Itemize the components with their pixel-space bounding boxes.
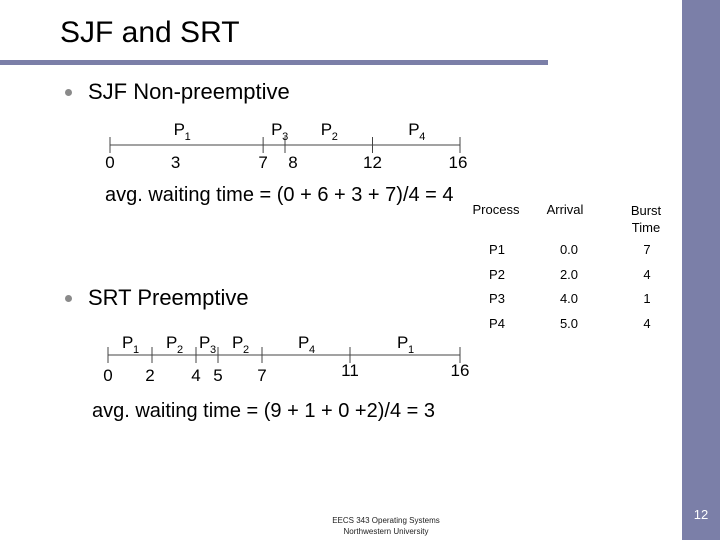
footer-university: Northwestern University [343, 527, 429, 536]
table-header-burst-time: Burst Time [630, 203, 662, 235]
sjf-tick-label: 8 [288, 153, 298, 172]
srt-segment-subscript: 1 [408, 344, 415, 356]
srt-segment-label: P [298, 333, 310, 352]
table-cell: P4 [489, 316, 505, 331]
srt-segment-label: P [232, 333, 244, 352]
sjf-tick-label: 16 [448, 153, 468, 172]
srt-tick-label: 5 [213, 366, 223, 385]
table-cell: 5.0 [559, 316, 579, 331]
table-cell: 0.0 [559, 242, 579, 257]
table-cell: 4.0 [559, 291, 579, 306]
sjf-segment-label: P [271, 120, 283, 139]
srt-tick-label: 11 [341, 361, 359, 380]
table-cell: P2 [489, 267, 505, 282]
srt-tick-label: 4 [191, 366, 201, 385]
srt-segment-label: P [122, 333, 134, 352]
table-cell: 4 [643, 267, 651, 282]
table-header-arrival: Arrival [546, 202, 584, 217]
table-cell: 7 [643, 242, 651, 257]
srt-tick-label: 0 [103, 366, 113, 385]
srt-segment-subscript: 2 [177, 344, 184, 356]
sjf-segment-subscript: 3 [282, 131, 289, 143]
sjf-bullet: SJF Non-preemptive [88, 79, 290, 104]
table-cell: 4 [643, 316, 651, 331]
srt-segment-subscript: 2 [243, 344, 250, 356]
sjf-tick-label: 12 [363, 153, 382, 172]
table-cell: P1 [489, 242, 505, 257]
page-number: 12 [693, 507, 709, 522]
srt-segment-subscript: 3 [210, 344, 217, 356]
slide-title: SJF and SRT [60, 16, 240, 49]
sjf-tick-label: 3 [170, 153, 181, 172]
table-cell: 2.0 [559, 267, 579, 282]
table-cell: 1 [643, 291, 651, 306]
sjf-segment-label: P [408, 120, 420, 139]
srt-tick-label: 7 [257, 366, 267, 385]
sjf-avg-waiting-time: avg. waiting time = (0 + 6 + 3 + 7)/4 = 4 [105, 184, 454, 206]
footer [300, 515, 472, 537]
srt-tick-label: 2 [145, 366, 155, 385]
sjf-tick-label: 0 [105, 153, 115, 172]
sjf-segment-label: P [320, 120, 333, 139]
sjf-tick-label: 7 [258, 153, 268, 172]
sjf-segment-subscript: 2 [331, 131, 338, 143]
table-cell: P3 [489, 291, 505, 306]
srt-segment-label: P [199, 333, 211, 352]
table-header-process: Process [472, 202, 520, 217]
sjf-segment-subscript: 1 [184, 131, 191, 143]
srt-segment-subscript: 1 [133, 344, 140, 356]
sjf-segment-subscript: 4 [419, 131, 426, 143]
srt-avg-waiting-time: avg. waiting time = (9 + 1 + 0 +2)/4 = 3 [92, 400, 435, 422]
srt-bullet: SRT Preemptive [88, 285, 249, 310]
srt-segment-label: P [397, 333, 409, 352]
footer-course: EECS 343 Operating Systems [332, 516, 440, 525]
sjf-segment-label: P [173, 120, 185, 139]
srt-segment-label: P [166, 333, 178, 352]
srt-tick-label: 16 [450, 361, 470, 380]
srt-segment-subscript: 4 [309, 344, 316, 356]
